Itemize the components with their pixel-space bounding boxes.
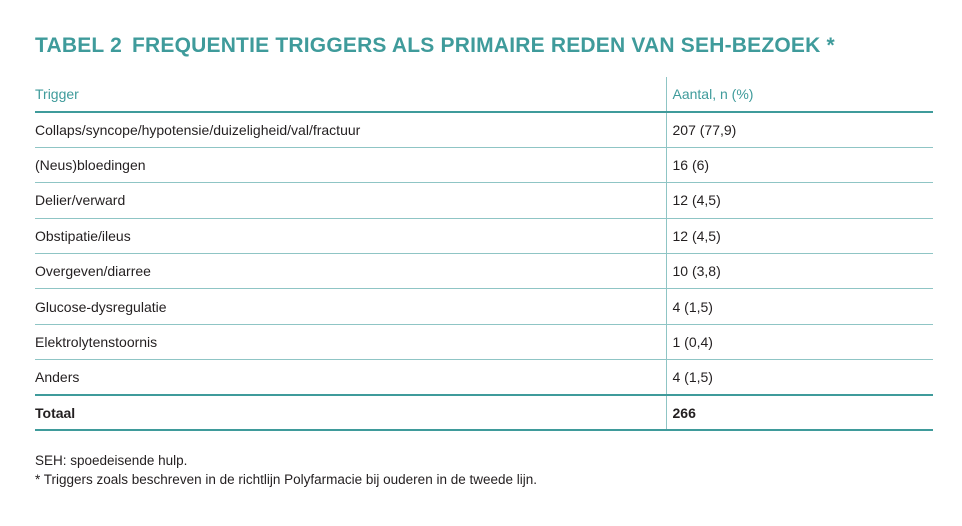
table-number: TABEL 2: [35, 34, 122, 57]
trigger-cell: Delier/verward: [35, 183, 666, 218]
count-cell: 12 (4,5): [666, 183, 933, 218]
column-header-trigger: Trigger: [35, 77, 666, 112]
count-cell: 4 (1,5): [666, 289, 933, 324]
trigger-cell: Collaps/syncope/hypotensie/duizeligheid/val/fractuur: [35, 112, 666, 147]
table-footnotes: [35, 451, 537, 489]
table-row: [35, 254, 933, 289]
table-title-text: FREQUENTIE TRIGGERS ALS PRIMAIRE REDEN VAN SEH-BEZOEK *: [131, 34, 835, 57]
count-cell: 4 (1,5): [666, 360, 933, 395]
trigger-cell: Elektrolytenstoornis: [35, 324, 666, 359]
table-row: [35, 147, 933, 182]
table-header-row: [35, 77, 933, 112]
trigger-cell: Glucose-dysregulatie: [35, 289, 666, 324]
count-cell: 12 (4,5): [666, 218, 933, 253]
table-row: [35, 360, 933, 395]
table-row: [35, 289, 933, 324]
column-header-count: Aantal, n (%): [666, 77, 933, 112]
total-label: Totaal: [35, 395, 666, 430]
trigger-cell: Anders: [35, 369, 80, 386]
table-row: [35, 218, 933, 253]
count-cell: 10 (3,8): [666, 254, 933, 289]
count-cell: 207 (77,9): [666, 112, 933, 147]
trigger-cell: (Neus)bloedingen: [35, 147, 666, 182]
table-title: [35, 34, 835, 58]
table-row: [35, 183, 933, 218]
footnote-abbreviation: SEH: spoedeisende hulp.: [35, 453, 188, 468]
table-row: [35, 112, 933, 147]
count-cell: 16 (6): [666, 147, 933, 182]
trigger-cell: Overgeven/diarree: [35, 254, 666, 289]
table-row: [35, 324, 933, 359]
table-total-row: [35, 395, 933, 430]
count-cell: 1 (0,4): [666, 324, 933, 359]
footnote-triggers: * Triggers zoals beschreven in de richtlijn Polyfarmacie bij ouderen in de tweede lijn.: [35, 472, 538, 487]
trigger-cell: Obstipatie/ileus: [35, 218, 666, 253]
total-value: 266: [666, 395, 933, 430]
trigger-frequency-table: [35, 77, 933, 431]
